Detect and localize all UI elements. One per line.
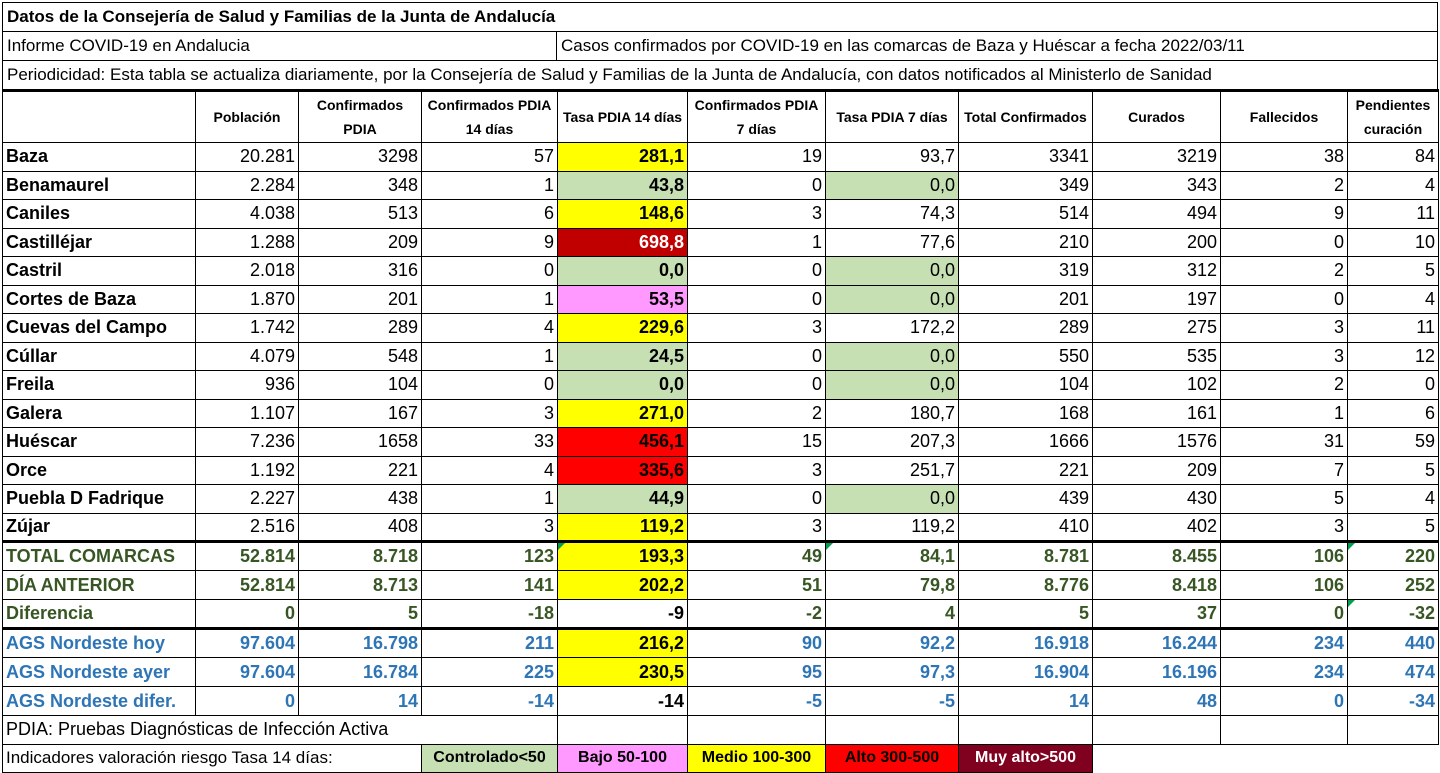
row-name-cell[interactable]: Baza — [3, 143, 196, 172]
table-cell[interactable]: 514 — [959, 200, 1093, 229]
table-cell[interactable]: 0,0 — [826, 371, 959, 400]
table-cell[interactable]: 438 — [299, 485, 422, 514]
table-cell[interactable]: 5 — [1348, 257, 1439, 286]
table-cell[interactable]: 316 — [299, 257, 422, 286]
table-row — [3, 658, 1439, 687]
table-row — [3, 285, 1439, 314]
table-cell[interactable]: 3 — [688, 456, 826, 485]
row-name-cell[interactable]: Cúllar — [3, 342, 196, 371]
table-cell[interactable]: 1 — [688, 228, 826, 257]
table-cell[interactable]: 0,0 — [826, 342, 959, 371]
table-cell[interactable]: 513 — [299, 200, 422, 229]
table-cell[interactable]: 0,0 — [826, 171, 959, 200]
table-row — [3, 371, 1439, 400]
table-cell[interactable]: 3 — [688, 513, 826, 542]
table-cell[interactable]: 0,0 — [826, 257, 959, 286]
table-cell[interactable]: -5 — [826, 687, 959, 716]
empty-cell — [1221, 744, 1348, 773]
table-cell[interactable]: 4.079 — [196, 342, 299, 371]
table-cell[interactable]: 31 — [1221, 428, 1348, 457]
table-cell[interactable]: 3 — [422, 399, 558, 428]
table-cell[interactable]: 289 — [299, 314, 422, 343]
table-cell[interactable]: 275 — [1093, 314, 1221, 343]
row-name-cell[interactable]: Freila — [3, 371, 196, 400]
table-cell[interactable]: 251,7 — [826, 456, 959, 485]
table-cell[interactable]: 16.918 — [959, 629, 1093, 658]
row-name-cell[interactable]: Galera — [3, 399, 196, 428]
table-cell[interactable]: 14 — [299, 687, 422, 716]
table-cell[interactable]: 59 — [1348, 428, 1439, 457]
column-header[interactable]: Curados — [1093, 91, 1221, 143]
table-cell[interactable]: -14 — [558, 687, 688, 716]
table-cell[interactable]: 7.236 — [196, 428, 299, 457]
table-cell[interactable]: 0,0 — [826, 285, 959, 314]
table-cell[interactable]: 104 — [959, 371, 1093, 400]
table-cell[interactable]: 4 — [826, 600, 959, 629]
table-cell[interactable]: 200 — [1093, 228, 1221, 257]
table-cell[interactable]: 0 — [688, 171, 826, 200]
table-cell[interactable]: 4 — [1348, 485, 1439, 514]
table-cell[interactable]: 97,3 — [826, 658, 959, 687]
row-name-cell[interactable]: TOTAL COMARCAS — [3, 542, 196, 571]
table-cell[interactable]: 33 — [422, 428, 558, 457]
row-name-cell[interactable]: Huéscar — [3, 428, 196, 457]
table-cell[interactable]: 0 — [1348, 371, 1439, 400]
table-cell[interactable]: 52.814 — [196, 542, 299, 571]
row-name-cell[interactable]: Castril — [3, 257, 196, 286]
table-cell[interactable]: 1.870 — [196, 285, 299, 314]
table-cell[interactable]: 221 — [299, 456, 422, 485]
table-cell[interactable]: 1.192 — [196, 456, 299, 485]
table-cell[interactable]: 494 — [1093, 200, 1221, 229]
table-cell[interactable]: 48 — [1093, 687, 1221, 716]
empty-cell[interactable] — [1221, 716, 1348, 745]
table-cell[interactable]: 440 — [1348, 629, 1439, 658]
pdia-note[interactable]: PDIA: Pruebas Diagnósticas de Infección Activa — [3, 716, 558, 745]
table-cell[interactable]: 49 — [688, 542, 826, 571]
table-cell[interactable]: 1.742 — [196, 314, 299, 343]
table-cell[interactable]: 51 — [688, 571, 826, 600]
table-cell[interactable]: 4 — [1348, 171, 1439, 200]
table-cell[interactable]: 79,8 — [826, 571, 959, 600]
table-cell[interactable]: -32 — [1348, 600, 1439, 629]
table-cell[interactable]: 216,2 — [558, 629, 688, 658]
table-cell[interactable]: 0 — [196, 687, 299, 716]
table-cell[interactable]: 97.604 — [196, 658, 299, 687]
table-cell[interactable]: 3 — [422, 513, 558, 542]
table-cell[interactable]: 221 — [959, 456, 1093, 485]
table-cell[interactable]: 211 — [422, 629, 558, 658]
table-cell[interactable]: 16.904 — [959, 658, 1093, 687]
table-cell[interactable]: -18 — [422, 600, 558, 629]
table-cell[interactable]: 3 — [688, 314, 826, 343]
table-row — [3, 342, 1439, 371]
table-cell[interactable]: 1 — [422, 342, 558, 371]
table-cell[interactable]: 2.516 — [196, 513, 299, 542]
table-cell[interactable]: 0 — [1221, 600, 1348, 629]
table-cell[interactable]: 5 — [1221, 485, 1348, 514]
table-cell[interactable]: 5 — [1348, 456, 1439, 485]
covid-data-table — [2, 89, 1439, 773]
table-cell[interactable]: 207,3 — [826, 428, 959, 457]
table-cell[interactable]: 220 — [1348, 542, 1439, 571]
table-cell[interactable]: 1576 — [1093, 428, 1221, 457]
table-row — [3, 513, 1439, 542]
table-cell[interactable]: 0 — [422, 371, 558, 400]
table-cell[interactable]: 2.227 — [196, 485, 299, 514]
table-cell[interactable]: 9 — [1221, 200, 1348, 229]
empty-cell[interactable] — [1348, 716, 1439, 745]
table-cell[interactable]: 0,0 — [558, 257, 688, 286]
table-cell[interactable]: 8.455 — [1093, 542, 1221, 571]
table-cell[interactable]: 230,5 — [558, 658, 688, 687]
table-cell[interactable]: 90 — [688, 629, 826, 658]
table-cell[interactable]: 172,2 — [826, 314, 959, 343]
table-cell[interactable]: 57 — [422, 143, 558, 172]
table-cell[interactable]: 408 — [299, 513, 422, 542]
table-header-row — [3, 91, 1439, 143]
table-cell[interactable]: -34 — [1348, 687, 1439, 716]
table-cell[interactable]: 8.781 — [959, 542, 1093, 571]
table-cell[interactable]: 148,6 — [558, 200, 688, 229]
table-cell[interactable]: 7 — [1221, 456, 1348, 485]
table-cell[interactable]: 1.107 — [196, 399, 299, 428]
table-cell[interactable]: 225 — [422, 658, 558, 687]
table-cell[interactable]: 1 — [1221, 399, 1348, 428]
table-cell[interactable]: 5 — [1348, 513, 1439, 542]
table-cell[interactable]: 0 — [422, 257, 558, 286]
table-cell[interactable]: 271,0 — [558, 399, 688, 428]
table-cell[interactable]: 12 — [1348, 342, 1439, 371]
table-cell[interactable]: 0 — [1221, 687, 1348, 716]
column-header[interactable] — [3, 91, 196, 143]
table-cell[interactable]: 20.281 — [196, 143, 299, 172]
table-cell[interactable]: 3 — [688, 200, 826, 229]
table-cell[interactable]: -14 — [422, 687, 558, 716]
table-cell[interactable]: 97.604 — [196, 629, 299, 658]
risk-legend-item[interactable]: Alto 300-500 — [826, 744, 959, 773]
table-cell[interactable]: 4 — [422, 456, 558, 485]
table-cell[interactable]: 161 — [1093, 399, 1221, 428]
table-cell[interactable]: 234 — [1221, 629, 1348, 658]
table-cell[interactable]: 193,3 — [558, 542, 688, 571]
table-cell[interactable]: 548 — [299, 342, 422, 371]
risk-legend-item[interactable]: Medio 100-300 — [688, 744, 826, 773]
risk-legend-item[interactable]: Muy alto>500 — [959, 744, 1093, 773]
table-cell[interactable]: 141 — [422, 571, 558, 600]
table-cell[interactable]: 234 — [1221, 658, 1348, 687]
table-cell[interactable]: 106 — [1221, 542, 1348, 571]
table-cell[interactable]: 2 — [1221, 257, 1348, 286]
report-title[interactable]: Datos de la Consejería de Salud y Familias de la Junta de Andalucía — [2, 2, 1438, 31]
risk-legend-item[interactable]: Controlado<50 — [422, 744, 558, 773]
table-cell[interactable]: 9 — [422, 228, 558, 257]
column-header[interactable]: Tasa PDIA 7 días — [826, 91, 959, 143]
table-cell[interactable]: 10 — [1348, 228, 1439, 257]
table-cell[interactable]: 3 — [1221, 314, 1348, 343]
empty-cell — [1093, 744, 1221, 773]
row-name-cell[interactable]: Cuevas del Campo — [3, 314, 196, 343]
table-cell[interactable]: 0 — [688, 485, 826, 514]
table-cell[interactable]: 24,5 — [558, 342, 688, 371]
column-header[interactable]: Tasa PDIA 14 días — [558, 91, 688, 143]
table-row — [3, 314, 1439, 343]
table-cell[interactable]: 4 — [1348, 285, 1439, 314]
table-row — [3, 399, 1439, 428]
table-cell[interactable]: 8.418 — [1093, 571, 1221, 600]
table-row — [3, 571, 1439, 600]
column-header[interactable]: Confirmados PDIA 14 días — [422, 91, 558, 143]
table-cell[interactable]: 402 — [1093, 513, 1221, 542]
table-cell[interactable]: 550 — [959, 342, 1093, 371]
table-row — [3, 687, 1439, 716]
table-cell[interactable]: 1 — [422, 485, 558, 514]
table-cell[interactable]: 698,8 — [558, 228, 688, 257]
table-row — [3, 629, 1439, 658]
table-cell[interactable]: 312 — [1093, 257, 1221, 286]
table-cell[interactable]: 6 — [422, 200, 558, 229]
table-cell[interactable]: 281,1 — [558, 143, 688, 172]
table-cell[interactable]: 43,8 — [558, 171, 688, 200]
table-cell[interactable]: 210 — [959, 228, 1093, 257]
table-cell[interactable]: 3219 — [1093, 143, 1221, 172]
empty-cell[interactable] — [558, 716, 688, 745]
row-name-cell[interactable]: Cortes de Baza — [3, 285, 196, 314]
table-row — [3, 171, 1439, 200]
table-row — [3, 600, 1439, 629]
table-cell[interactable]: 37 — [1093, 600, 1221, 629]
row-name-cell[interactable]: Orce — [3, 456, 196, 485]
row-name-cell[interactable]: DÍA ANTERIOR — [3, 571, 196, 600]
table-cell[interactable]: 0 — [1221, 285, 1348, 314]
column-header[interactable]: Confirmados PDIA — [299, 91, 422, 143]
table-cell[interactable]: -5 — [688, 687, 826, 716]
table-cell[interactable]: 16.244 — [1093, 629, 1221, 658]
table-cell[interactable]: 209 — [299, 228, 422, 257]
table-cell[interactable]: 74,3 — [826, 200, 959, 229]
risk-legend-label[interactable]: Indicadores valoración riesgo Tasa 14 días: — [3, 744, 422, 773]
table-cell[interactable]: 0 — [688, 285, 826, 314]
table-cell[interactable]: 38 — [1221, 143, 1348, 172]
table-cell[interactable]: 106 — [1221, 571, 1348, 600]
row-name-cell[interactable]: Castilléjar — [3, 228, 196, 257]
column-header[interactable]: Confirmados PDIA 7 días — [688, 91, 826, 143]
empty-cell — [1348, 744, 1439, 773]
row-name-cell[interactable]: AGS Nordeste difer. — [3, 687, 196, 716]
table-cell[interactable]: 348 — [299, 171, 422, 200]
row-name-cell[interactable]: Zújar — [3, 513, 196, 542]
table-cell[interactable]: 319 — [959, 257, 1093, 286]
table-cell[interactable]: 84,1 — [826, 542, 959, 571]
table-cell[interactable]: 8.718 — [299, 542, 422, 571]
table-cell[interactable]: 52.814 — [196, 571, 299, 600]
table-row — [3, 143, 1439, 172]
table-row — [3, 542, 1439, 571]
table-cell[interactable]: 201 — [959, 285, 1093, 314]
table-cell[interactable]: 0 — [688, 257, 826, 286]
subtitle-row — [2, 31, 1438, 60]
table-cell[interactable]: 14 — [959, 687, 1093, 716]
table-row — [3, 485, 1439, 514]
table-cell[interactable]: 1658 — [299, 428, 422, 457]
empty-cell[interactable] — [688, 716, 826, 745]
row-name-cell[interactable]: Puebla D Fadrique — [3, 485, 196, 514]
table-cell[interactable]: 197 — [1093, 285, 1221, 314]
table-cell[interactable]: 5 — [299, 600, 422, 629]
table-row — [3, 456, 1439, 485]
table-row — [3, 428, 1439, 457]
table-cell[interactable]: 8.776 — [959, 571, 1093, 600]
table-cell[interactable]: 77,6 — [826, 228, 959, 257]
table-cell[interactable]: 167 — [299, 399, 422, 428]
empty-cell[interactable] — [959, 716, 1093, 745]
table-cell[interactable]: 343 — [1093, 171, 1221, 200]
table-row — [3, 200, 1439, 229]
table-cell[interactable]: 289 — [959, 314, 1093, 343]
table-cell[interactable]: 201 — [299, 285, 422, 314]
column-header[interactable]: Fallecidos — [1221, 91, 1348, 143]
table-cell[interactable]: 4 — [422, 314, 558, 343]
table-cell[interactable]: 6 — [1348, 399, 1439, 428]
table-cell[interactable]: 8.713 — [299, 571, 422, 600]
empty-cell[interactable] — [1093, 716, 1221, 745]
table-cell[interactable]: 349 — [959, 171, 1093, 200]
table-cell[interactable]: 202,2 — [558, 571, 688, 600]
report-subtitle-right[interactable]: Casos confirmados por COVID-19 en las comarcas de Baza y Huéscar a fecha 2022/03/11 — [561, 36, 1245, 55]
table-cell[interactable]: 104 — [299, 371, 422, 400]
empty-cell[interactable] — [826, 716, 959, 745]
pdia-note-row — [3, 716, 1439, 745]
table-cell[interactable]: 180,7 — [826, 399, 959, 428]
table-cell[interactable]: 84 — [1348, 143, 1439, 172]
risk-legend-item[interactable]: Bajo 50-100 — [558, 744, 688, 773]
table-cell[interactable]: 5 — [959, 600, 1093, 629]
risk-legend-row — [3, 744, 1439, 773]
table-cell[interactable]: 123 — [422, 542, 558, 571]
column-header[interactable]: Población — [196, 91, 299, 143]
table-cell[interactable]: 0 — [196, 600, 299, 629]
table-cell[interactable]: 3298 — [299, 143, 422, 172]
table-cell[interactable]: 95 — [688, 658, 826, 687]
table-cell[interactable]: 3 — [1221, 342, 1348, 371]
covid-report-sheet — [2, 2, 1438, 773]
row-name-cell[interactable]: AGS Nordeste ayer — [3, 658, 196, 687]
table-cell[interactable]: 2.284 — [196, 171, 299, 200]
table-cell[interactable]: 19 — [688, 143, 826, 172]
table-cell[interactable]: 439 — [959, 485, 1093, 514]
column-header[interactable]: Total Confirmados — [959, 91, 1093, 143]
table-cell[interactable]: 0 — [1221, 228, 1348, 257]
table-cell[interactable]: 16.798 — [299, 629, 422, 658]
table-cell[interactable]: 0 — [688, 371, 826, 400]
row-name-cell[interactable]: Diferencia — [3, 600, 196, 629]
table-cell[interactable]: 1.288 — [196, 228, 299, 257]
table-cell[interactable]: 53,5 — [558, 285, 688, 314]
table-cell[interactable]: 335,6 — [558, 456, 688, 485]
table-cell[interactable]: 119,2 — [826, 513, 959, 542]
table-cell[interactable]: 3341 — [959, 143, 1093, 172]
table-row — [3, 257, 1439, 286]
table-cell[interactable]: 2.018 — [196, 257, 299, 286]
table-row — [3, 228, 1439, 257]
report-subtitle-left[interactable]: Informe COVID-19 en Andalucia — [3, 32, 557, 60]
table-cell[interactable]: 11 — [1348, 200, 1439, 229]
table-cell[interactable]: 92,2 — [826, 629, 959, 658]
row-name-cell[interactable]: Benamaurel — [3, 171, 196, 200]
table-cell[interactable]: 16.784 — [299, 658, 422, 687]
row-name-cell[interactable]: AGS Nordeste hoy — [3, 629, 196, 658]
table-cell[interactable]: 119,2 — [558, 513, 688, 542]
table-cell[interactable]: 15 — [688, 428, 826, 457]
table-cell[interactable]: 4.038 — [196, 200, 299, 229]
table-cell[interactable]: 3 — [1221, 513, 1348, 542]
table-cell[interactable]: 1666 — [959, 428, 1093, 457]
table-cell[interactable]: 0,0 — [826, 485, 959, 514]
table-cell[interactable]: 474 — [1348, 658, 1439, 687]
table-cell[interactable]: 252 — [1348, 571, 1439, 600]
table-cell[interactable]: 430 — [1093, 485, 1221, 514]
table-cell[interactable]: 1 — [422, 171, 558, 200]
row-name-cell[interactable]: Caniles — [3, 200, 196, 229]
table-cell[interactable]: 456,1 — [558, 428, 688, 457]
table-cell[interactable]: -2 — [688, 600, 826, 629]
table-cell[interactable]: 2 — [688, 399, 826, 428]
table-cell[interactable]: 229,6 — [558, 314, 688, 343]
table-cell[interactable]: 0 — [688, 342, 826, 371]
table-cell[interactable]: 1 — [422, 285, 558, 314]
table-cell[interactable]: 11 — [1348, 314, 1439, 343]
table-cell[interactable]: 2 — [1221, 171, 1348, 200]
table-cell[interactable]: 209 — [1093, 456, 1221, 485]
table-cell[interactable]: 0,0 — [558, 371, 688, 400]
table-cell[interactable]: 93,7 — [826, 143, 959, 172]
table-cell[interactable]: 2 — [1221, 371, 1348, 400]
table-cell[interactable]: 535 — [1093, 342, 1221, 371]
table-cell[interactable]: 102 — [1093, 371, 1221, 400]
periodicity-note[interactable]: Periodicidad: Esta tabla se actualiza diariamente, por la Consejería de Salud y Familias de la Junta de Andalucía, con datos notificados al Ministerlo de Sanidad — [2, 60, 1438, 89]
table-cell[interactable]: 16.196 — [1093, 658, 1221, 687]
column-header[interactable]: Pendientes curación — [1348, 91, 1439, 143]
table-cell[interactable]: 936 — [196, 371, 299, 400]
table-cell[interactable]: 168 — [959, 399, 1093, 428]
table-cell[interactable]: -9 — [558, 600, 688, 629]
table-cell[interactable]: 410 — [959, 513, 1093, 542]
table-cell[interactable]: 44,9 — [558, 485, 688, 514]
